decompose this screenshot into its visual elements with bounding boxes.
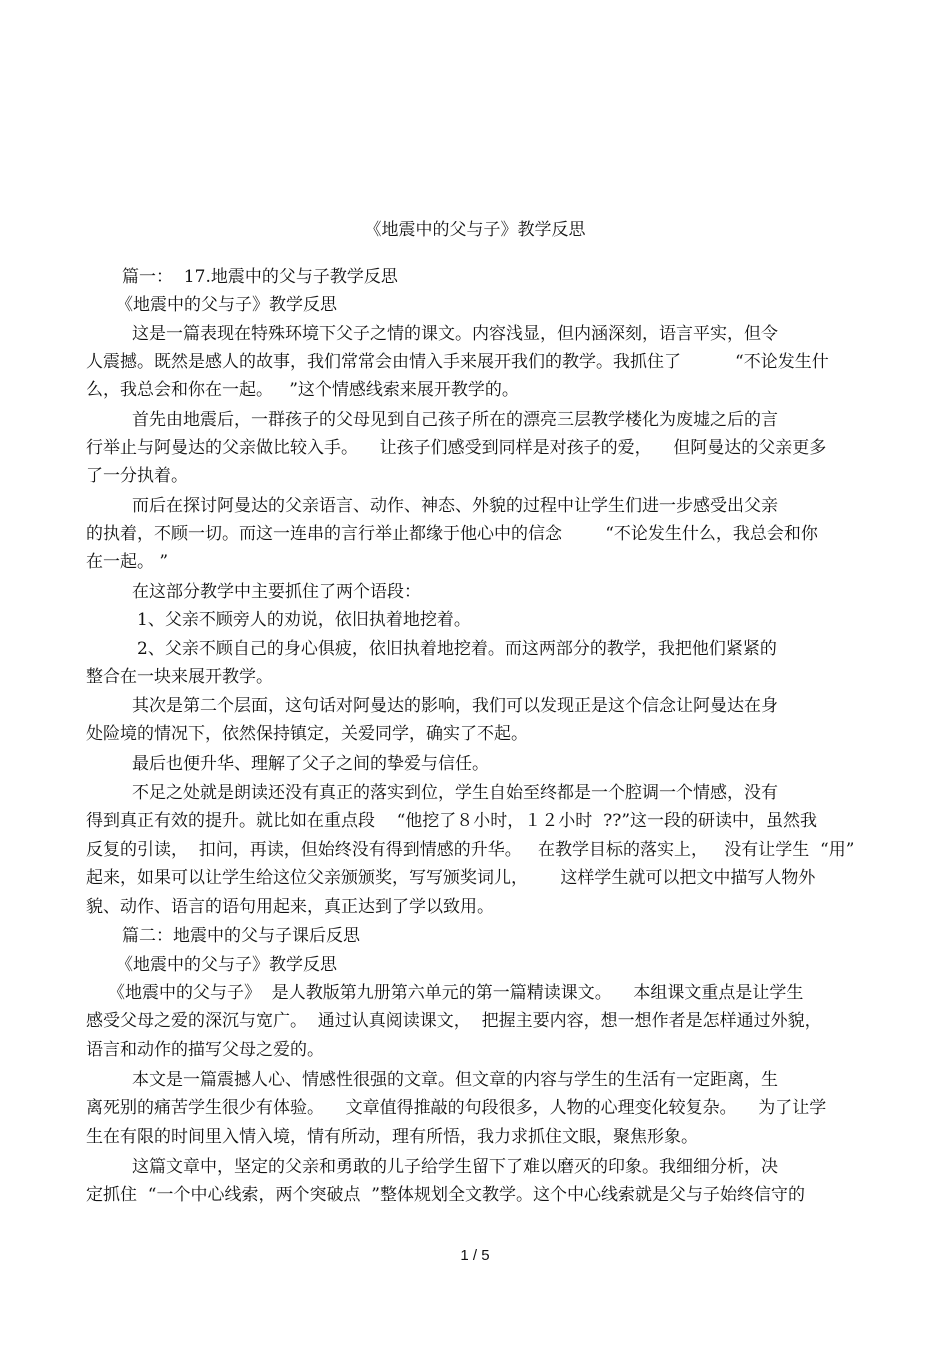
paragraph-line: 篇二：地震中的父与子课后反思 bbox=[122, 926, 360, 946]
paragraph-line: 最后也便升华、理解了父子之间的挚爱与信任。 bbox=[132, 754, 489, 774]
paragraph-line: 2、父亲不顾自己的身心俱疲，依旧执着地挖着。而这两部分的教学，我把他们紧紧的 bbox=[137, 639, 777, 659]
paragraph-line: 定抓住 “一个中心线索，两个突破点 ”整体规划全文教学。这个中心线索就是父与子始终信守的 bbox=[86, 1185, 805, 1205]
paragraph-line: 这篇文章中，坚定的父亲和勇敢的儿子给学生留下了难以磨灭的印象。我细细分析，决 bbox=[132, 1157, 778, 1177]
paragraph-line: 人震撼。既然是感人的故事，我们常常会由情入手来展开我们的教学。我抓住了 “不论发生什 bbox=[86, 352, 829, 372]
document-title: 《地震中的父与子》教学反思 bbox=[364, 220, 586, 240]
paragraph-line: 感受父母之爱的深沉与宽广。 通过认真阅读课文， 把握主要内容，想一想作者是怎样通过外貌， bbox=[86, 1011, 822, 1031]
paragraph-line: 《地震中的父与子》 是人教版第九册第六单元的第一篇精读课文。 本组课文重点是让学生 bbox=[108, 983, 804, 1003]
paragraph-line: 了一分执着。 bbox=[86, 466, 188, 486]
paragraph-line: 貌、动作、语言的语句用起来，真正达到了学以致用。 bbox=[86, 897, 494, 917]
paragraph-line: 1、父亲不顾旁人的劝说，依旧执着地挖着。 bbox=[137, 610, 471, 630]
paragraph-line: 行举止与阿曼达的父亲做比较入手。 让孩子们感受到同样是对孩子的爱， 但阿曼达的父亲更多 bbox=[86, 438, 827, 458]
paragraph-line: 反复的引读， 扣问，再读，但始终没有得到情感的升华。 在教学目标的落实上， 没有让学生 “用” bbox=[86, 840, 855, 860]
paragraph-line: 而后在探讨阿曼达的父亲语言、动作、神态、外貌的过程中让学生们进一步感受出父亲 bbox=[132, 496, 778, 516]
paragraph-line: 么，我总会和你在一起。 ”这个情感线索来展开教学的。 bbox=[86, 380, 519, 400]
paragraph-line: 其次是第二个层面，这句话对阿曼达的影响，我们可以发现正是这个信念让阿曼达在身 bbox=[132, 696, 778, 716]
paragraph-line: 起来，如果可以让学生给这位父亲颁颁奖，写写颁奖词儿， 这样学生就可以把文中描写人物外 bbox=[86, 868, 816, 888]
paragraph-line: 本文是一篇震撼人心、情感性很强的文章。但文章的内容与学生的生活有一定距离，生 bbox=[132, 1070, 778, 1090]
paragraph-line: 在这部分教学中主要抓住了两个语段： bbox=[132, 582, 421, 602]
paragraph-line: 处险境的情况下，依然保持镇定，关爱同学，确实了不起。 bbox=[86, 724, 528, 744]
paragraph-line: 语言和动作的描写父母之爱的。 bbox=[86, 1040, 324, 1060]
paragraph-line: 在一起。 ” bbox=[86, 552, 169, 572]
paragraph-line: 的执着，不顾一切。而这一连串的言行举止都缘于他心中的信念 “不论发生什么，我总会和你 bbox=[86, 524, 818, 544]
paragraph-line: 整合在一块来展开教学。 bbox=[86, 667, 273, 687]
paragraph-line: 首先由地震后，一群孩子的父母见到自己孩子所在的漂亮三层教学楼化为废墟之后的言 bbox=[132, 410, 778, 430]
paragraph-line: 生在有限的时间里入情入境，情有所动，理有所悟，我力求抓住文眼，聚焦形象。 bbox=[86, 1127, 698, 1147]
paragraph-line: 离死别的痛苦学生很少有体验。 文章值得推敲的句段很多，人物的心理变化较复杂。 为了让学 bbox=[86, 1098, 827, 1118]
paragraph-line: 《地震中的父与子》教学反思 bbox=[116, 955, 337, 975]
paragraph-line: 不足之处就是朗读还没有真正的落实到位，学生自始至终都是一个腔调一个情感，没有 bbox=[132, 783, 778, 803]
paragraph-line: 《地震中的父与子》教学反思 bbox=[116, 295, 337, 315]
paragraph-line: 得到真正有效的提升。就比如在重点段 “他挖了８小时，１２小时 ??”这一段的研读中，虽然我 bbox=[86, 811, 818, 831]
paragraph-line: 篇一： 17.地震中的父与子教学反思 bbox=[122, 267, 398, 287]
page-number: 1 / 5 bbox=[460, 1247, 490, 1264]
paragraph-line: 这是一篇表现在特殊环境下父子之情的课文。内容浅显，但内涵深刻，语言平实，但令 bbox=[132, 324, 778, 344]
